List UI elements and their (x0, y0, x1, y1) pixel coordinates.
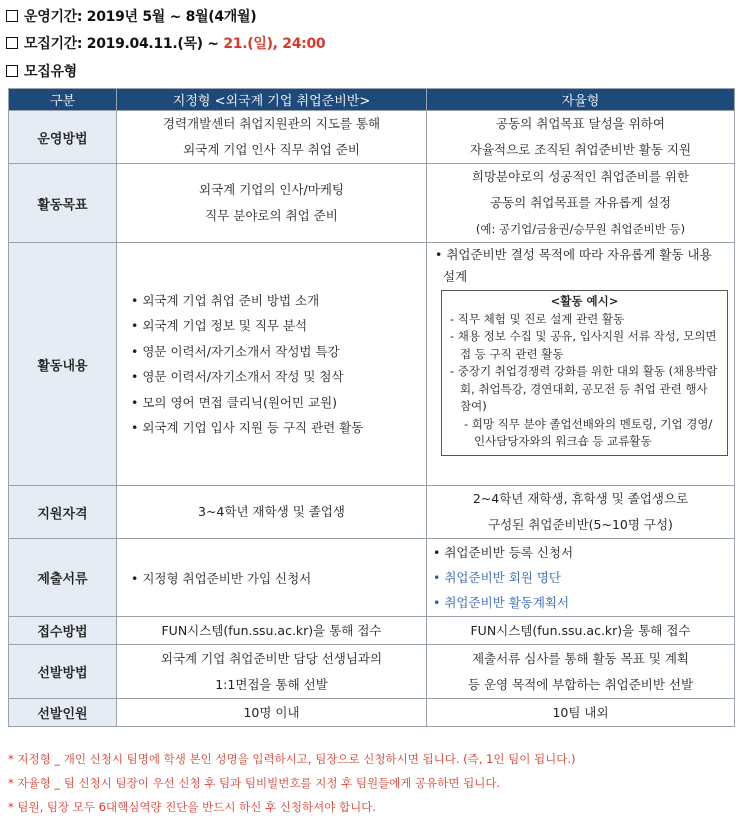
row-label: 운영방법 (9, 111, 117, 164)
list-item: • 취업준비반 회원 명단 (433, 570, 561, 585)
example-item: - 희망 직무 분야 졸업선배와의 멘토링, 기업 경영/인사담당자와의 워크숍 등 교류활동 (464, 416, 713, 448)
header-autonomous: 자율형 (427, 89, 735, 111)
row-label: 접수방법 (9, 617, 117, 645)
header-designated: 지정형 <외국계 기업 취업준비반> (117, 89, 427, 111)
cell-designated: FUN시스템(fun.ssu.ac.kr)을 통해 접수 (117, 617, 427, 645)
table-row (9, 111, 735, 164)
table-row (9, 699, 735, 727)
table-row (9, 486, 735, 539)
cell-autonomous: 2~4학년 재학생, 휴학생 및 졸업생으로 구성된 취업준비반(5~10명 구성) (427, 486, 735, 539)
recruit-heading: 모집기간: 2019.04.11.(목) ~ 21.(일), 24:00 (6, 33, 325, 53)
example-item: - 중장기 취업경쟁력 강화를 위한 대외 활동 (채용박람회, 취업특강, 경연대회, 공모전 등 취업 관련 행사 참여) (450, 364, 718, 413)
table-row (9, 539, 735, 617)
row-label: 지원자격 (9, 486, 117, 539)
cell-autonomous (427, 539, 735, 617)
activity-list (117, 288, 426, 441)
row-label: 선발방법 (9, 645, 117, 699)
cell-designated: 외국계 기업 취업준비반 담당 선생님과의 1:1면접을 통해 선발 (117, 645, 427, 699)
period-heading: 운영기간: 2019년 5월 ~ 8월(4개월) (6, 6, 256, 26)
row-label: 제출서류 (9, 539, 117, 617)
list-item: • 취업준비반 등록 신청서 (433, 545, 574, 560)
cell-designated: 10명 이내 (117, 699, 427, 727)
cell-designated (117, 243, 427, 486)
example-item: - 채용 정보 수집 및 공유, 입사지원 서류 작성, 모의면접 등 구직 관련 활동 (450, 329, 717, 361)
checkbox-square-icon (6, 65, 18, 77)
cell-autonomous: 제출서류 심사를 통해 활동 목표 및 계획 등 운영 목적에 부합하는 취업준비반 선발 (427, 645, 735, 699)
note-line: * 지정형 _ 개인 신청시 팀명에 학생 본인 성명을 입력하시고, 팀장으로 신청하시면 됩니다. (즉, 1인 팀이 됩니다.) (8, 752, 576, 766)
list-item: • 외국계 기업 정보 및 직무 분석 (131, 318, 308, 333)
types-heading: 모집유형 (6, 61, 77, 81)
list-item: • 모의 영어 면접 클리닉(원어민 교원) (131, 394, 338, 410)
cell-autonomous: 10팀 내외 (427, 699, 735, 727)
list-item: • 영문 이력서/자기소개서 작성 및 첨삭 (131, 369, 344, 384)
deadline-text: 21.(일), 24:00 (223, 36, 326, 52)
list-item: • 외국계 기업 입사 지원 등 구직 관련 활동 (131, 420, 364, 435)
row-label: 활동목표 (9, 164, 117, 243)
cell-designated: • 지정형 취업준비반 가입 신청서 (117, 539, 427, 617)
documents-list (427, 540, 734, 615)
checkbox-square-icon (6, 10, 18, 22)
example-title: <활동 예시> (550, 294, 619, 308)
cell-designated: 외국계 기업의 인사/마케팅 직무 분야로의 취업 준비 (117, 164, 427, 243)
list-item: • 취업준비반 활동계획서 (433, 595, 570, 610)
header-category: 구분 (9, 89, 117, 111)
checkbox-square-icon (6, 37, 18, 49)
cell-designated: 3~4학년 재학생 및 졸업생 (117, 486, 427, 539)
cell-designated: 경력개발센터 취업지원관의 지도를 통해 외국계 기업 인사 직무 취업 준비 (117, 111, 427, 164)
table-header-row (9, 89, 735, 111)
cell-autonomous: 공동의 취업목표 달성을 위하여 자율적으로 조직된 취업준비반 활동 지원 (427, 111, 735, 164)
table-row (9, 243, 735, 486)
example-box (441, 290, 728, 456)
table-row (9, 617, 735, 645)
list-item: • 외국계 기업 취업 준비 방법 소개 (131, 292, 320, 308)
table-row (9, 164, 735, 243)
cell-autonomous: 희망분야로의 성공적인 취업준비를 위한 공동의 취업목표를 자유롭게 설정 (예: 공기업/금융권/승무원 취업준비반 등) (427, 164, 735, 243)
cell-autonomous (427, 243, 735, 486)
table-row (9, 645, 735, 699)
list-item: • 영문 이력서/자기소개서 작성법 특강 (131, 343, 340, 359)
row-label: 선발인원 (9, 699, 117, 727)
example-item: - 직무 체험 및 진로 설계 관련 활동 (450, 311, 625, 326)
notes (8, 747, 575, 819)
recruit-type-table (8, 88, 735, 727)
row-label: 활동내용 (9, 243, 117, 486)
note-line: * 팀원, 팀장 모두 6대핵심역량 진단을 반드시 하신 후 신청하셔야 합니다. (8, 800, 376, 814)
cell-autonomous: FUN시스템(fun.ssu.ac.kr)을 통해 접수 (427, 617, 735, 645)
activity-intro: • 취업준비반 결성 목적에 따라 자유롭게 활동 내용 설계 (435, 247, 712, 284)
note-line: * 자율형 _ 팀 신청시 팀장이 우선 신청 후 팀과 팀비빌번호를 지정 후 팀원들에게 공유하면 됩니다. (8, 776, 501, 790)
